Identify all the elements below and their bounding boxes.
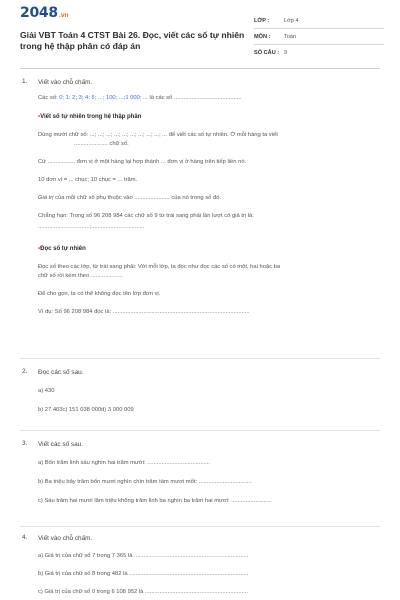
bullet-icon: • [38, 246, 41, 252]
subheading-read-numbers [38, 244, 380, 254]
meta-label: SỐ CÂU : [254, 49, 280, 56]
question-number: 1. [22, 78, 28, 85]
question-1 [22, 78, 380, 317]
q1-line-numbers [38, 94, 380, 103]
question-text: Viết vào chỗ chấm. [38, 79, 93, 86]
question-divider [20, 430, 380, 431]
subheading-write-numbers [38, 112, 380, 122]
meta-table [254, 13, 384, 60]
q1-line-digits: Dùng mười chữ số: ...; ...; ...; ...; ...; ...; ...; ...; ...; ... để viết các số tự nhiên. Ở mỗi hàng ta viết [38, 132, 278, 138]
question-text: Viết các số sau. [38, 441, 83, 448]
q4-item-c: c) Giá trị của chữ số 0 trong 6 108 952 là ................................................................ [38, 589, 249, 595]
q2-item-b: b) 27 403c) 151 038 000d) 3 000 009 [38, 407, 134, 413]
q4-item-b: b) Giá trị của chữ số 8 trong 482 là .......................................................................... [38, 571, 249, 577]
q1-line-example: Chẳng hạn: Trong số 96 208 984 các chữ số 9 từ trái sang phải lần lượt có giá trị là: [38, 213, 254, 219]
q4-item-a: a) Giá trị của chữ số 7 trong 7 365 là ....................................................................... [38, 553, 249, 559]
question-divider [20, 526, 380, 527]
q3-item-b: b) Ba triệu bảy trăm bốn mươi nghìn chín trăm tám mươi mốt: ................................. [38, 479, 252, 485]
q1-line-read-example: Ví dụ: Số 96 208 984 đọc là: ..................................................................................... [38, 309, 250, 315]
logo-main: 2048 [20, 5, 58, 21]
question-2 [22, 368, 380, 415]
questions [22, 78, 380, 317]
meta-row-class [254, 13, 384, 29]
q1-line-units: Cứ ................. đơn vị ở một hàng lại hợp thành ... đơn vị ở hàng trên tiếp liền nó. [38, 159, 247, 165]
meta-label: LỚP : [254, 17, 270, 24]
question-divider [20, 358, 380, 359]
document-header [0, 0, 400, 62]
meta-row-subject [254, 29, 384, 45]
q1-line-digits-cont: ..................... chữ số. [74, 141, 129, 147]
q1-line-suffix: là các số .......................................... [147, 95, 242, 101]
q1-line-value [38, 194, 380, 203]
question-number: 2. [22, 368, 28, 375]
q1-line-short: Để cho gọn, ta có thể không đọc tên lớp đơn vị. [38, 291, 161, 297]
q3-item-a: a) Bốn trăm linh sáu nghìn hai trăm mười: ....................................... [38, 460, 210, 466]
q1-line-value-rest: của mỗi chữ số phụ thuộc vào ...................... của nó trong số đó. [53, 195, 222, 201]
meta-label: MÔN : [254, 33, 271, 40]
subheading-text: Đọc số tự nhiên [40, 246, 86, 252]
question-number: 3. [22, 440, 28, 447]
question-4 [22, 534, 380, 597]
q2-item-a: a) 430 [38, 388, 55, 394]
question-3 [22, 440, 380, 506]
meta-row-count [254, 45, 384, 60]
meta-value: Toán [284, 33, 297, 40]
q1-line-read-rule-cont: chữ số rồi kèm theo .................... [38, 273, 124, 279]
header-divider [20, 68, 380, 69]
bullet-icon: • [38, 114, 41, 120]
q1-number-sequence: 0; 1; 2; 3; 4; 5; ...; 100; ...;1 000; ... [59, 95, 148, 101]
q1-line-example-blanks: ................................;................................. [38, 224, 145, 230]
question-number: 4. [22, 534, 28, 541]
meta-value: 9 [284, 49, 288, 56]
q3-item-c: c) Sáu trăm hai mươi lăm triệu không trăm linh ba nghìn ba trăm hai mươi: ......................... [38, 498, 272, 504]
logo-sub: .vn [58, 12, 69, 19]
question-text: Viết vào chỗ chấm. [38, 535, 93, 542]
q1-line-read-rule: Đọc số theo các lớp, từ trái sang phải: Với mỗi lớp, ta đọc như đọc các số có một, hai hoặc ba [38, 264, 281, 270]
subheading-text: Viết số tự nhiên trong hệ thập phân [40, 114, 142, 120]
document-title: Giải VBT Toán 4 CTST Bài 26. Đọc, viết các số tự nhiên trong hệ thập phân có đáp án [20, 30, 245, 51]
site-logo[interactable] [20, 5, 68, 21]
q1-line-prefix: Các số: [38, 95, 60, 101]
q1-line-tens: 10 đơn vị = ... chục; 10 chục = ... trăm. [38, 177, 138, 183]
italic-word: Giá trị [38, 195, 54, 201]
meta-value: Lớp 4 [284, 17, 299, 24]
question-text: Đọc các số sau. [38, 369, 84, 376]
